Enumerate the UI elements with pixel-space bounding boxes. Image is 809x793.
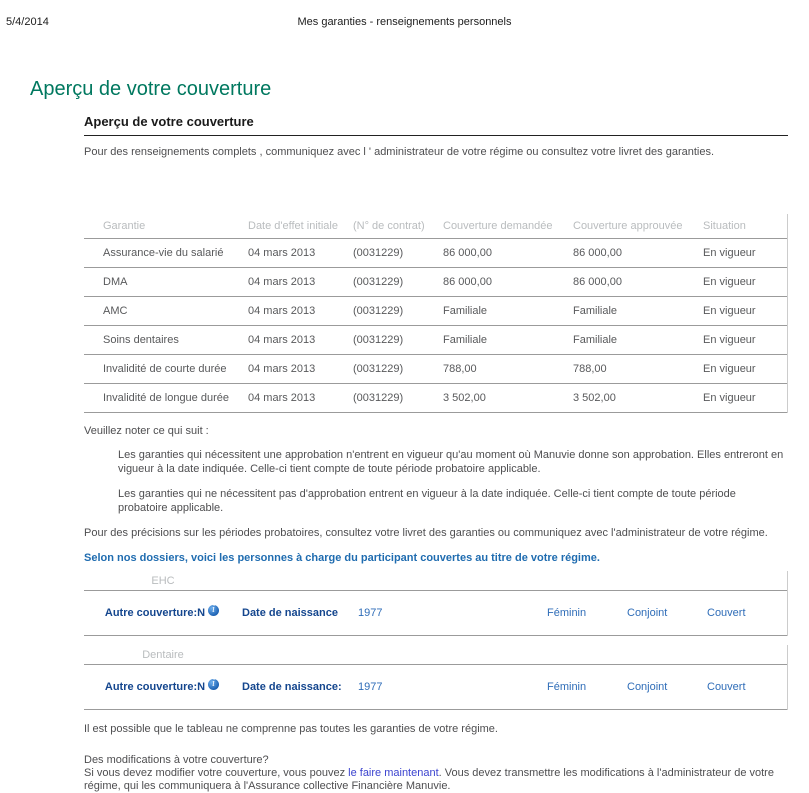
table-cell: 04 mars 2013 — [248, 247, 316, 259]
table-cell: 3 502,00 — [573, 392, 616, 404]
print-date: 5/4/2014 — [6, 16, 49, 28]
table-cell: (0031229) — [353, 247, 404, 259]
table-cell: 86 000,00 — [573, 247, 622, 259]
dependents-table-dentaire-header — [84, 645, 787, 665]
table-cell: Familiale — [443, 305, 488, 317]
table-cell: 788,00 — [443, 363, 477, 375]
table-row — [84, 384, 787, 413]
section-title: Aperçu de votre couverture — [84, 114, 788, 136]
relation-value: Conjoint — [627, 607, 668, 619]
relation-value: Conjoint — [627, 681, 668, 693]
other-coverage-label: Autre couverture:N — [104, 606, 206, 619]
table-cell: AMC — [103, 305, 128, 317]
print-title: Mes garanties - renseignements personnels — [297, 16, 512, 28]
table-cell: En vigueur — [703, 276, 756, 288]
category-label: EHC — [151, 574, 175, 587]
gender-value: Féminin — [547, 607, 587, 619]
table-cell: (0031229) — [353, 276, 404, 288]
info-icon[interactable]: i — [208, 679, 219, 690]
print-header — [0, 0, 809, 29]
table-cell: 04 mars 2013 — [248, 305, 316, 317]
column-header-situation: Situation — [703, 220, 746, 232]
dob-value: 1977 — [358, 607, 383, 619]
table-row — [84, 239, 787, 268]
table-cell: En vigueur — [703, 334, 756, 346]
dependents-intro: Selon nos dossiers, voici les personnes à charge du participant couvertes au titre de votre régime. — [84, 552, 600, 564]
other-coverage-label: Autre couverture:N — [104, 680, 206, 693]
table-cell: Familiale — [573, 305, 618, 317]
table-cell: Familiale — [443, 334, 488, 346]
table-cell: (0031229) — [353, 334, 404, 346]
table-cell: En vigueur — [703, 363, 756, 375]
other-coverage-cell — [84, 678, 240, 694]
footer-text-after-link: . Vous devez transmettre les modifications à l'administrateur de votre régime, qui les communiquera à l'Assurance collective Financière Manuvie. — [84, 767, 774, 792]
table-cell: 3 502,00 — [443, 392, 486, 404]
other-coverage-cell — [84, 604, 240, 620]
column-header-couverture-approuvee: Couverture approuvée — [573, 220, 683, 232]
table-row — [84, 268, 787, 297]
notes-intro: Veuillez noter ce qui suit : — [84, 425, 209, 437]
table-cell: En vigueur — [703, 392, 756, 404]
dependent-row — [84, 591, 787, 636]
category-label: Dentaire — [142, 648, 184, 661]
table-cell: 04 mars 2013 — [248, 392, 316, 404]
modify-coverage-link[interactable]: le faire maintenant — [348, 767, 439, 779]
coverage-table-body — [84, 239, 787, 413]
table-row — [84, 355, 787, 384]
table-cell: Familiale — [573, 334, 618, 346]
note-item: Les garanties qui nécessitent une approbation n'entrent en vigueur qu'au moment où Manuvie donne son approbation. Elles entreront en vigueur à la date indiquée. Celle-ci tient compte de toute période probatoire applicable. — [118, 449, 784, 475]
table-cell: 86 000,00 — [573, 276, 622, 288]
table-row — [84, 297, 787, 326]
info-icon[interactable]: i — [208, 605, 219, 616]
coverage-table-header-row — [84, 214, 787, 239]
table-cell: 788,00 — [573, 363, 607, 375]
notes-outro: Pour des précisions sur les périodes probatoires, consultez votre livret des garanties ou communiquez avec l'administrateur de votre régime. — [84, 527, 768, 539]
table-cell: 86 000,00 — [443, 247, 492, 259]
footer-text-before-link: Si vous devez modifier votre couverture, vous pouvez — [84, 767, 349, 779]
gender-value: Féminin — [547, 681, 587, 693]
table-cell: DMA — [103, 276, 128, 288]
table-cell: 04 mars 2013 — [248, 334, 316, 346]
note-item: Les garanties qui ne nécessitent pas d'approbation entrent en vigueur à la date indiquée. Celle-ci tient compte de toute période probatoire applicable. — [118, 488, 736, 514]
table-row — [84, 326, 787, 355]
dob-value: 1977 — [358, 681, 383, 693]
dependent-row — [84, 665, 787, 710]
table-cell: En vigueur — [703, 305, 756, 317]
dependents-table-ehc-header — [84, 571, 787, 591]
table-cell: (0031229) — [353, 363, 404, 375]
table-cell: 86 000,00 — [443, 276, 492, 288]
footer-paragraph — [84, 767, 784, 793]
table-cell: 04 mars 2013 — [248, 363, 316, 375]
column-header-garantie: Garantie — [103, 220, 146, 232]
footer-question: Des modifications à votre couverture? — [84, 754, 269, 766]
coverage-table — [84, 214, 788, 413]
table-cell: (0031229) — [353, 392, 404, 404]
table-cell: (0031229) — [353, 305, 404, 317]
table-cell: Assurance-vie du salarié — [103, 247, 224, 259]
table-cell: Soins dentaires — [103, 334, 179, 346]
table-cell: Invalidité de longue durée — [103, 392, 229, 404]
status-value: Couvert — [707, 607, 746, 619]
column-header-couverture-demandee: Couverture demandée — [443, 220, 553, 232]
page-title: Aperçu de votre couverture — [30, 78, 272, 100]
table-cell: Invalidité de courte durée — [103, 363, 227, 375]
table-cell: En vigueur — [703, 247, 756, 259]
intro-text: Pour des renseignements complets , communiquez avec l ' administrateur de votre régime ou consultez votre livret des garanties. — [84, 146, 715, 158]
column-header-no-contrat: (N° de contrat) — [353, 220, 425, 232]
dob-label: Date de naissance: — [242, 681, 342, 693]
status-value: Couvert — [707, 681, 746, 693]
column-header-date-effet: Date d'effet initiale — [248, 220, 338, 232]
dependents-table-ehc — [84, 571, 788, 636]
main-content — [84, 114, 788, 793]
table-cell: 04 mars 2013 — [248, 276, 316, 288]
dob-label: Date de naissance — [242, 607, 338, 619]
dependents-table-dentaire — [84, 645, 788, 710]
footer-note: Il est possible que le tableau ne comprenne pas toutes les garanties de votre régime. — [84, 723, 498, 735]
